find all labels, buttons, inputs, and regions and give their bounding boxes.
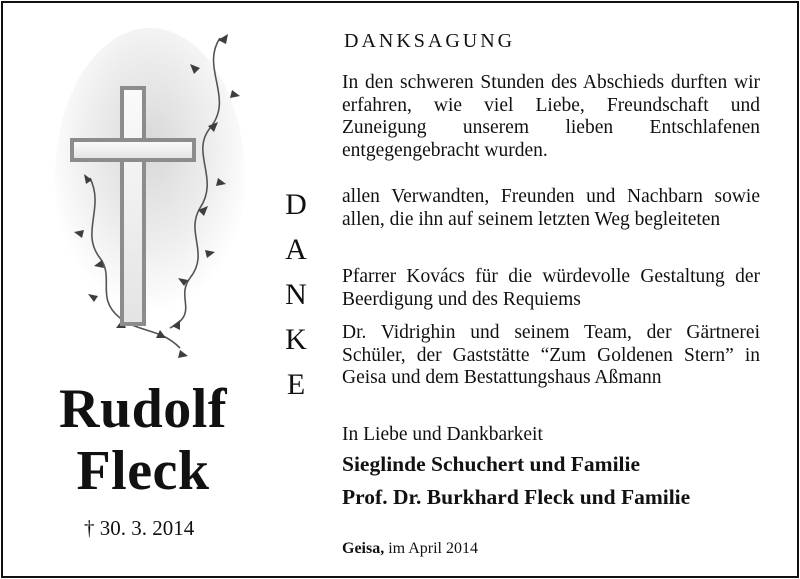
danke-letter: N xyxy=(285,278,307,311)
cross-icon xyxy=(50,28,260,368)
thanks-pastor: Pfarrer Kovács für die würdevolle Gestaltung der Beerdigung und des Requiems xyxy=(342,266,760,310)
danke-letter: A xyxy=(285,233,307,266)
deceased-name xyxy=(18,378,268,502)
closing-line: In Liebe und Dankbarkeit xyxy=(342,424,543,445)
date: im April 2014 xyxy=(388,540,478,557)
place-date xyxy=(342,540,478,558)
danke-letter: E xyxy=(286,368,306,401)
danke-letter: K xyxy=(285,323,307,356)
last-name: Fleck xyxy=(76,440,210,502)
thanks-relatives: allen Verwandten, Freunden und Nachbarn sowie allen, die ihn auf seinem letzten Weg begleiteten xyxy=(342,186,760,230)
intro-paragraph: In den schweren Stunden des Abschieds durften wir erfahren, wie viel Liebe, Freundschaft und Zuneigung unserem lieben Entschlafenen entgegengebracht wurden. xyxy=(342,72,760,161)
heading: DANKSAGUNG xyxy=(344,30,516,52)
thanks-others: Dr. Vidrighin und seinem Team, der Gärtnerei Schüler, der Gaststätte “Zum Goldenen Stern” in Geisa und dem Bestattungshaus Aßmann xyxy=(342,322,760,388)
first-name: Rudolf xyxy=(59,378,227,440)
signer: Sieglinde Schuchert und Familie xyxy=(342,452,641,476)
place: Geisa, xyxy=(342,540,385,557)
death-date: † 30. 3. 2014 xyxy=(84,516,195,540)
signer: Prof. Dr. Burkhard Fleck und Familie xyxy=(342,485,691,509)
danke-vertical xyxy=(278,182,314,407)
danke-letter: D xyxy=(285,188,307,221)
